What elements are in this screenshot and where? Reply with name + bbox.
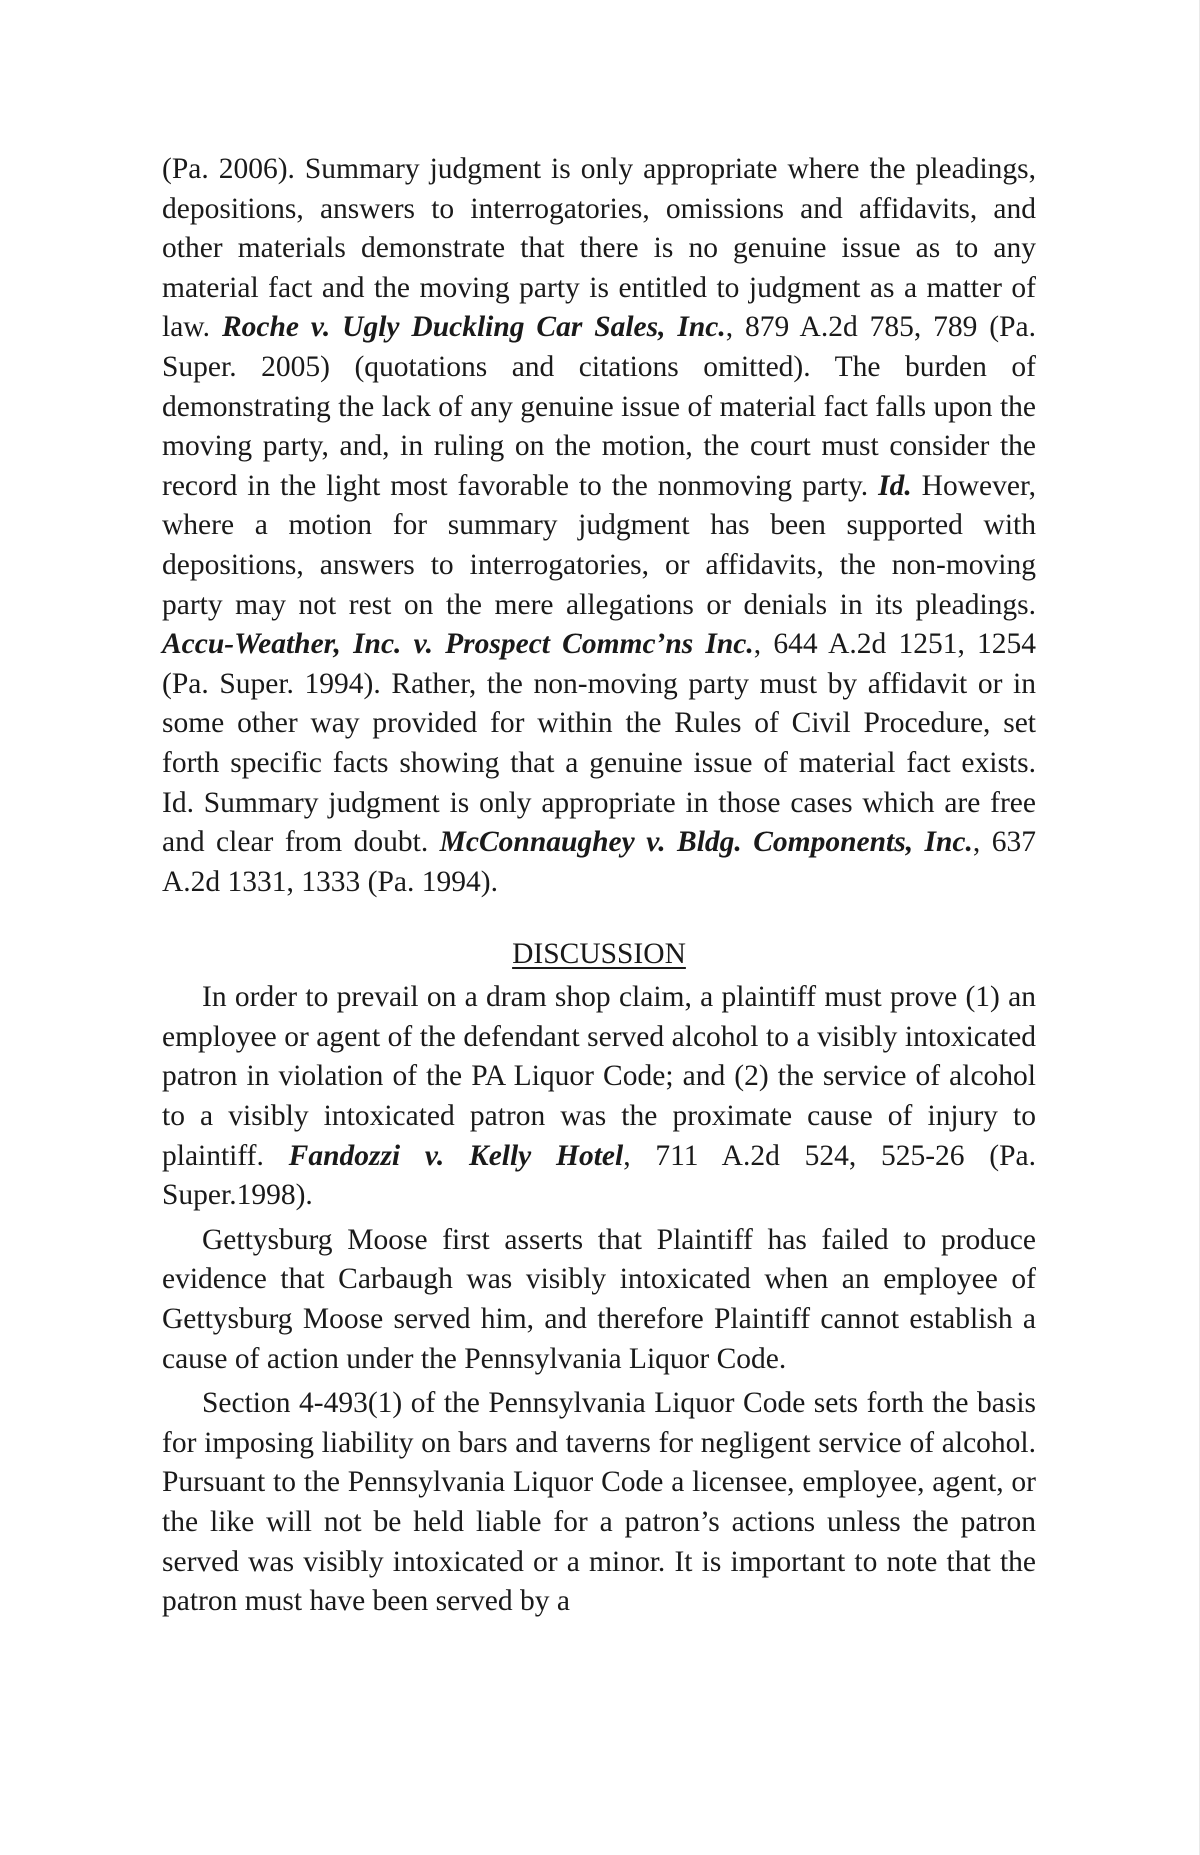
paragraph-text: , 879 A.2d 785, 789 (Pa. Super. 2005) (quotations and citations omitted). The burden of demonstrating the lack of any genuine issue of material fact falls upon the moving party, and, in ruling on the motion, the court must consider the record in the light most favorable to the nonmoving party. bbox=[162, 311, 1036, 502]
paragraph-summary-judgment-standard bbox=[162, 150, 1036, 902]
case-citation-fandozzi: Fandozzi v. Kelly Hotel bbox=[288, 1139, 624, 1172]
case-citation-id: Id. bbox=[878, 469, 912, 502]
paragraph-text: In order to prevail on a dram shop claim, a plaintiff must prove (1) an employee or agent of the defendant served alcohol to a visibly intoxicated patron in violation of the PA Liquor Code; and (2) the service of alcohol to a visibly intoxicated patron was the proximate cause of injury to plaintiff. bbox=[162, 981, 1036, 1172]
paragraph-text: , 711 A.2d 524, 525-26 (Pa. Super.1998). bbox=[162, 1139, 1036, 1212]
paragraph-text: , 644 A.2d 1251, 1254 (Pa. Super. 1994). Rather, the non-moving party must by affidavit or in some other way provided for within the Rules of Civil Procedure, set forth specific facts showing that a genuine issue of material fact exists. Id. Summary judgment is only appropriate in those cases which are free and clear from doubt. bbox=[162, 628, 1036, 859]
body-text bbox=[162, 150, 1036, 1622]
paragraph-liquor-code-section: Section 4-493(1) of the Pennsylvania Liquor Code sets forth the basis for imposing liability on bars and taverns for negligent service of alcohol. Pursuant to the Pennsylvania Liquor Code a licensee, employee, agent, or the like will not be held liable for a patron’s actions unless the patron served was visibly intoxicated or a minor. It is important to note that the patron must have been served by a bbox=[162, 1387, 1036, 1618]
paragraph-text: However, where a motion for summary judgment has been supported with depositions, answers to interrogatories, or affidavits, the non-moving party may not rest on the mere allegations or denials in its pleadings. bbox=[162, 469, 1036, 621]
paragraph-dram-shop-claim bbox=[162, 978, 1036, 1216]
case-citation-mcconnaughey: McConnaughey v. Bldg. Components, Inc. bbox=[439, 826, 973, 859]
paragraph-moose-assertion: Gettysburg Moose first asserts that Plaintiff has failed to produce evidence that Carbaugh was visibly intoxicated when an employee of Gettysburg Moose served him, and therefore Plaintiff cannot establish a cause of action under the Pennsylvania Liquor Code. bbox=[162, 1223, 1036, 1375]
section-heading-discussion: DISCUSSION bbox=[512, 938, 686, 971]
paragraph-text: , 637 A.2d 1331, 1333 (Pa. 1994). bbox=[162, 826, 1036, 898]
case-citation-accu-weather: Accu-Weather, Inc. v. Prospect Commc’ns Inc. bbox=[162, 628, 754, 661]
paragraph-text: (Pa. 2006). Summary judgment is only appropriate where the pleadings, depositions, answers to interrogatories, omissions and affidavits, and other materials demonstrate that there is no genuine issue as to any material fact and the moving party is entitled to judgment as a matter of law. bbox=[162, 153, 1036, 344]
case-citation-roche: Roche v. Ugly Duckling Car Sales, Inc. bbox=[221, 311, 726, 344]
